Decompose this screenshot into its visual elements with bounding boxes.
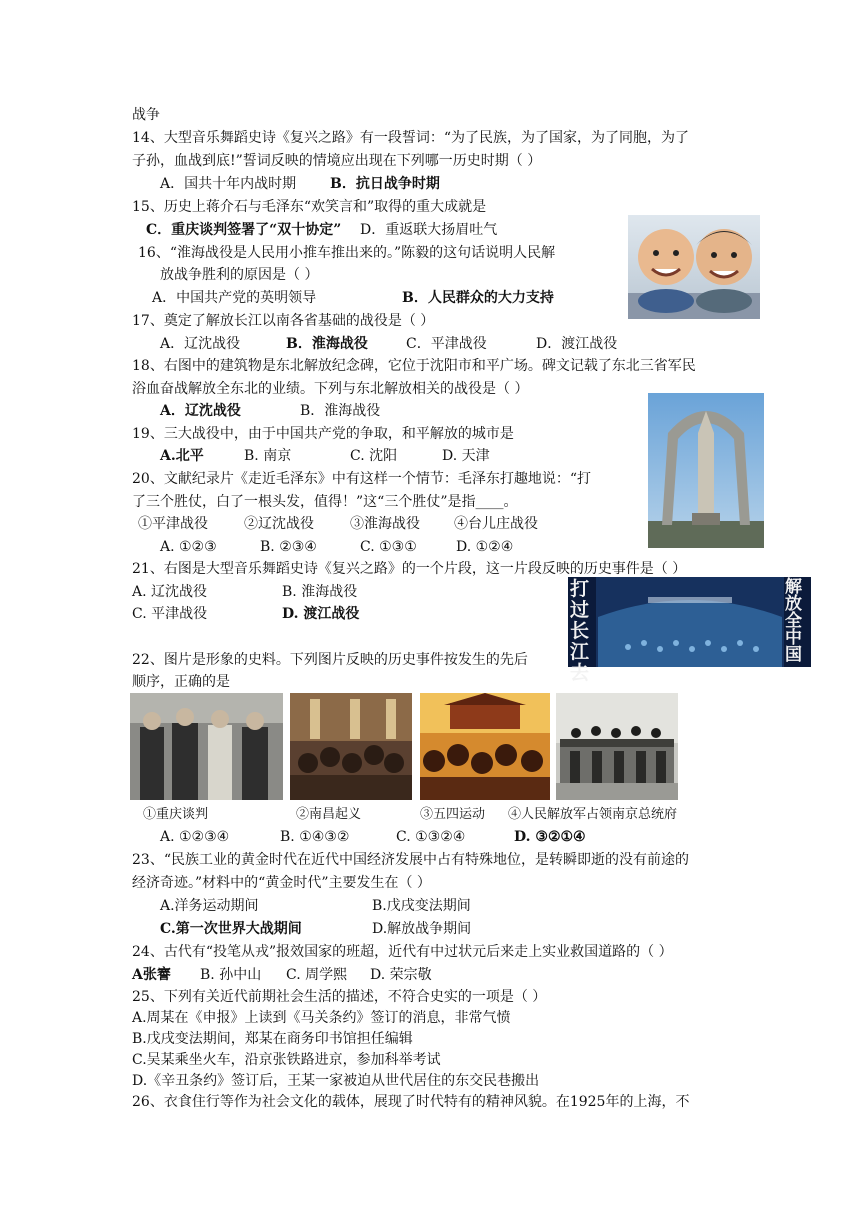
question-17: 17、奠定了解放长江以南各省基础的战役是（ ）	[132, 313, 435, 329]
option-16a: A．中国共产党的英明领导	[152, 290, 317, 306]
option-25d: D.《辛丑条约》签订后，王某一家被迫从世代居住的东交民巷搬出	[132, 1073, 540, 1089]
option-23c: C.第一次世界大战期间	[160, 921, 302, 937]
option-20c: C. ①③①	[360, 539, 417, 555]
photo-caption-2: ②南昌起义	[296, 807, 362, 822]
text-line: 经济奇迹。”材料中的“黄金时代”主要发生在（ ）	[132, 875, 431, 891]
question-16: 16、“淮海战役是人民用小推车推出来的。”陈毅的这句话说明人民解	[138, 245, 556, 261]
option-18a: A．辽沈战役	[160, 403, 241, 419]
monument-photo	[648, 393, 764, 548]
question-19: 19、三大战役中，由于中国共产党的争取，和平解放的城市是	[132, 426, 514, 442]
photo-chongqing-negotiation	[130, 693, 283, 800]
option-17d: D．渡江战役	[536, 336, 618, 352]
option-19a: A.北平	[160, 448, 204, 464]
question-22: 22、图片是形象的史料。下列图片反映的历史事件按发生的先后	[132, 652, 528, 668]
question-21: 21、右图是大型音乐舞蹈史诗《复兴之路》的一个片段，这一片段反映的历史事件是（ ）	[132, 561, 687, 577]
figurines-photo	[628, 215, 760, 319]
option-23a: A.洋务运动期间	[160, 898, 259, 914]
question-14: 14、大型音乐舞蹈史诗《复兴之路》有一段誓词：“为了民族，为了国家，为了同胞，为了	[132, 130, 689, 146]
option-14a: A．国共十年内战时期	[160, 176, 297, 192]
photo-caption-3: ③五四运动	[420, 807, 486, 822]
question-20: 20、文献纪录片《走近毛泽东》中有这样一个情节：毛泽东打趣地说：“打	[132, 471, 591, 487]
option-20-2: ②辽沈战役	[244, 516, 314, 532]
option-20-1: ①平津战役	[138, 516, 208, 532]
option-24d: D. 荣宗敬	[370, 967, 432, 983]
option-15d: D．重返联大扬眉吐气	[360, 222, 498, 238]
question-25: 25、下列有关近代前期社会生活的描述，不符合史实的一项是（ ）	[132, 989, 547, 1005]
option-23b: B.戊戌变法期间	[372, 898, 471, 914]
stage-performance-photo	[568, 577, 811, 684]
option-20a: A. ①②③	[160, 539, 217, 555]
option-22d: D. ③②①④	[514, 829, 586, 845]
text-line: 战争	[132, 107, 160, 123]
question-24: 24、古代有“投笔从戎”报效国家的班超，近代有中过状元后来走上实业救国道路的（ ）	[132, 944, 673, 960]
option-19c: C. 沈阳	[350, 448, 398, 464]
option-17b: B．淮海战役	[286, 336, 368, 352]
option-17c: C．平津战役	[406, 336, 487, 352]
option-20b: B. ②③④	[260, 539, 317, 555]
option-18b: B．淮海战役	[300, 403, 381, 419]
option-20-4: ④台儿庄战役	[454, 516, 538, 532]
option-21d: D. 渡江战役	[282, 606, 360, 622]
option-19b: B. 南京	[244, 448, 292, 464]
option-22c: C. ①③②④	[396, 829, 466, 845]
option-23d: D.解放战争期间	[372, 921, 472, 937]
question-18: 18、右图中的建筑物是东北解放纪念碑，它位于沈阳市和平广场。碑文记载了东北三省军民	[132, 358, 696, 374]
text-line: 了三个胜仗，白了一根头发，值得！”这“三个胜仗”是指____。	[132, 494, 518, 510]
option-24b: B. 孙中山	[200, 967, 262, 983]
banner-left-text: 打过长江去	[570, 578, 590, 684]
option-14b: B．抗日战争时期	[330, 176, 440, 192]
option-19d: D. 天津	[442, 448, 490, 464]
option-21a: A. 辽沈战役	[132, 584, 208, 600]
option-24c: C. 周学熙	[286, 967, 348, 983]
question-26: 26、衣食住行等作为社会文化的载体，展现了时代特有的精神风貌。在1925年的上海，不	[132, 1094, 690, 1110]
question-15: 15、历史上蒋介石与毛泽东“欢笑言和”取得的重大成就是	[132, 199, 487, 215]
option-25b: B.戊戌变法期间，郑某在商务印书馆担任编辑	[132, 1031, 413, 1047]
text-line: 子孙，血战到底!”誓词反映的情境应出现在下列哪一历史时期（ ）	[132, 153, 542, 169]
photo-may-fourth-movement	[420, 693, 550, 800]
option-25c: C.吴某乘坐火车，沿京张铁路进京，参加科举考试	[132, 1052, 441, 1068]
photo-caption-1: ①重庆谈判	[143, 807, 209, 822]
option-20d: D. ①②④	[456, 539, 514, 555]
question-23: 23、“民族工业的黄金时代在近代中国经济发展中占有特殊地位，是转瞬即逝的没有前途的	[132, 852, 689, 868]
banner-right-text: 解放全中国	[785, 577, 802, 665]
option-21b: B. 淮海战役	[282, 584, 358, 600]
option-22a: A. ①②③④	[160, 829, 230, 845]
text-line: 放战争胜利的原因是（ ）	[160, 267, 319, 283]
option-22b: B. ①④③②	[280, 829, 350, 845]
photo-pla-nanjing-presidential-palace	[556, 693, 678, 800]
text-line: 顺序，正确的是	[132, 674, 230, 690]
option-16b: B．人民群众的大力支持	[402, 290, 554, 306]
option-20-3: ③淮海战役	[350, 516, 420, 532]
option-17a: A．辽沈战役	[160, 336, 241, 352]
text-line: 浴血奋战解放全东北的业绩。下列与东北解放相关的战役是（ ）	[132, 381, 529, 397]
option-15c: C．重庆谈判签署了“双十协定”	[146, 222, 342, 238]
option-21c: C. 平津战役	[132, 606, 208, 622]
option-24a: A张謇	[132, 967, 171, 983]
photo-nanchang-uprising	[290, 693, 412, 800]
option-25a: A.周某在《申报》上读到《马关条约》签订的消息，非常气愤	[132, 1010, 511, 1026]
photo-caption-4: ④人民解放军占领南京总统府	[508, 807, 678, 822]
